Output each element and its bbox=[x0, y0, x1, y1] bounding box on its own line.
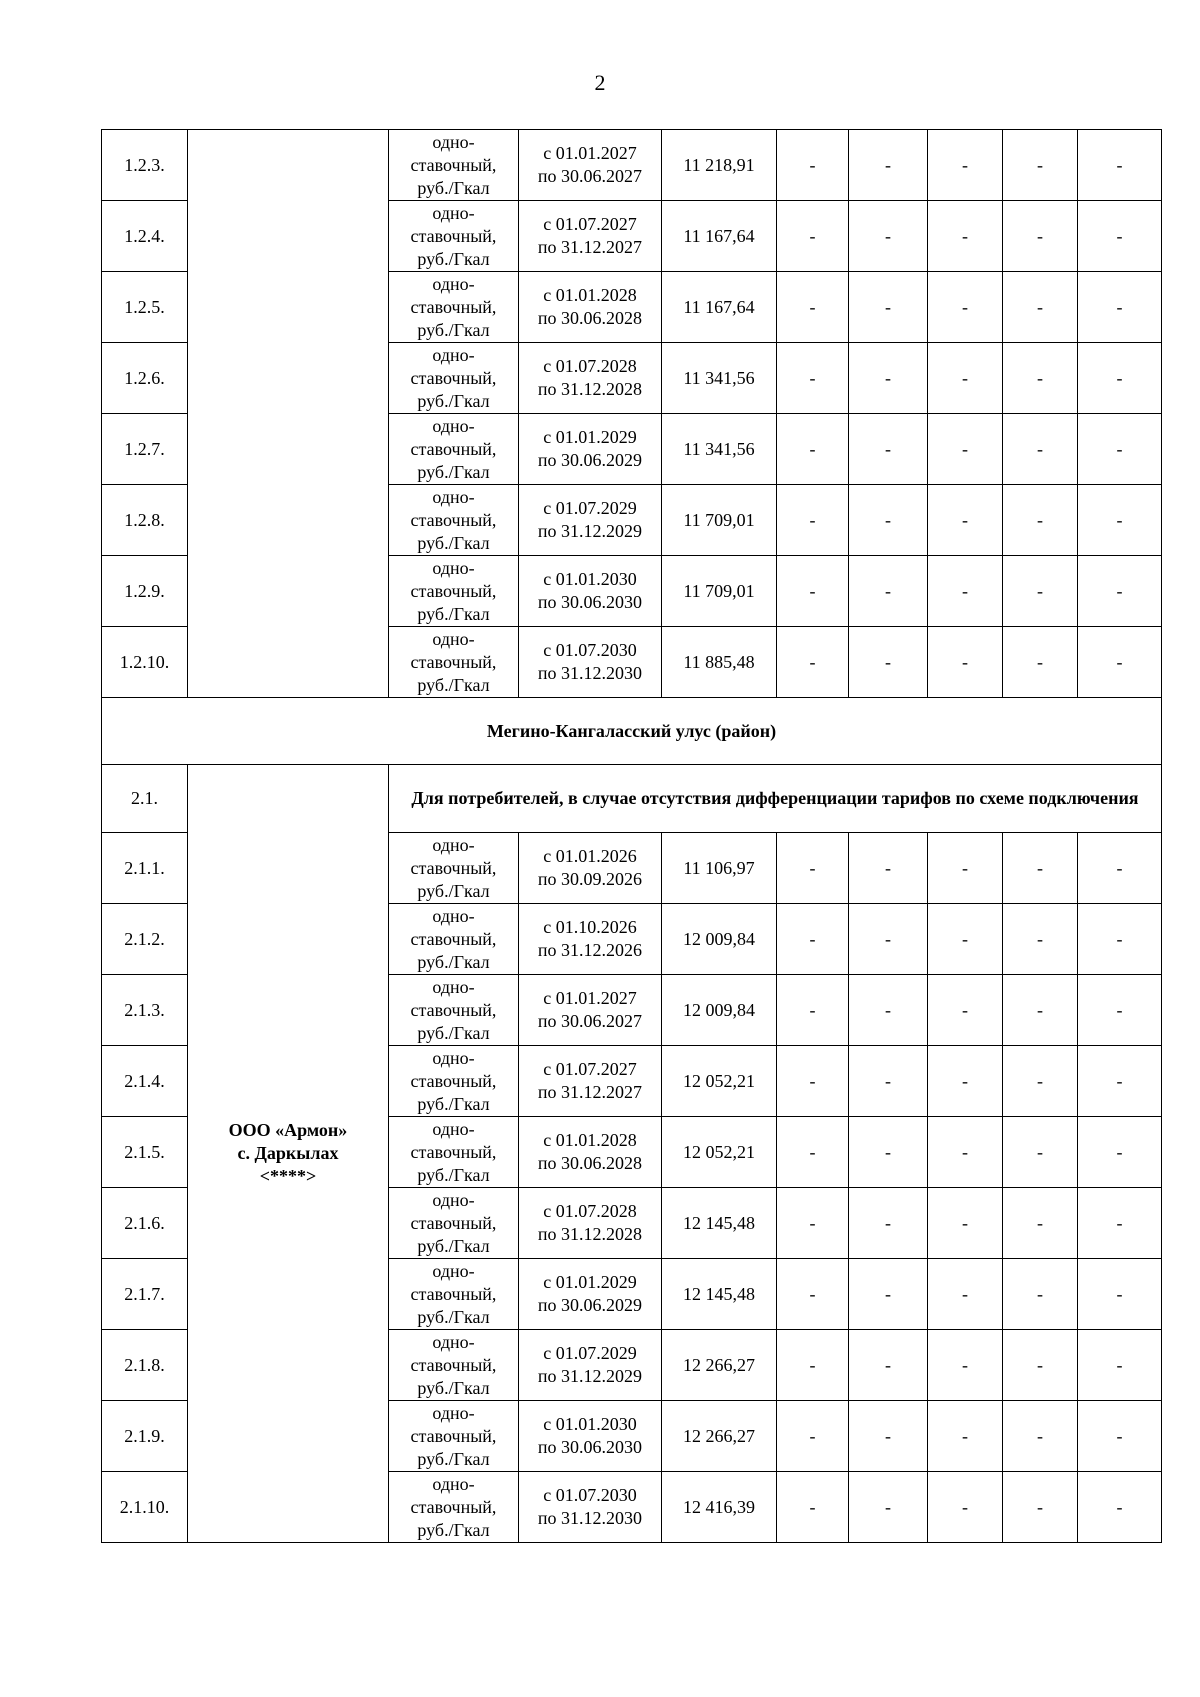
tariff-unit-cell: одно- ставочный, руб./Гкал bbox=[389, 1401, 519, 1472]
empty-value-cell: - bbox=[1078, 1401, 1162, 1472]
empty-value-cell: - bbox=[849, 556, 928, 627]
row-number-cell: 2.1.2. bbox=[102, 904, 188, 975]
empty-value-cell: - bbox=[1003, 1330, 1078, 1401]
row-number-cell: 2.1.7. bbox=[102, 1259, 188, 1330]
empty-value-cell: - bbox=[928, 130, 1003, 201]
empty-value-cell: - bbox=[1003, 627, 1078, 698]
tariff-table bbox=[101, 129, 1162, 1543]
tariff-table-body bbox=[102, 130, 1162, 1543]
tariff-unit-cell: одно- ставочный, руб./Гкал bbox=[389, 1188, 519, 1259]
tariff-period-cell: с 01.01.2030 по 30.06.2030 bbox=[519, 1401, 662, 1472]
row-number-cell: 1.2.9. bbox=[102, 556, 188, 627]
tariff-period-cell: с 01.10.2026 по 31.12.2026 bbox=[519, 904, 662, 975]
tariff-unit-cell: одно- ставочный, руб./Гкал bbox=[389, 556, 519, 627]
empty-value-cell: - bbox=[928, 1330, 1003, 1401]
empty-value-cell: - bbox=[1078, 627, 1162, 698]
row-number-cell: 2.1. bbox=[102, 765, 188, 833]
tariff-value-cell: 11 709,01 bbox=[662, 485, 777, 556]
empty-value-cell: - bbox=[1078, 1259, 1162, 1330]
empty-value-cell: - bbox=[849, 1188, 928, 1259]
tariff-value-cell: 12 052,21 bbox=[662, 1046, 777, 1117]
empty-value-cell: - bbox=[849, 1259, 928, 1330]
empty-value-cell: - bbox=[1078, 1046, 1162, 1117]
empty-value-cell: - bbox=[1003, 1188, 1078, 1259]
tariff-unit-cell: одно- ставочный, руб./Гкал bbox=[389, 1472, 519, 1543]
empty-value-cell: - bbox=[1003, 833, 1078, 904]
row-number-cell: 1.2.6. bbox=[102, 343, 188, 414]
empty-value-cell: - bbox=[849, 343, 928, 414]
tariff-unit-cell: одно- ставочный, руб./Гкал bbox=[389, 975, 519, 1046]
tariff-unit-cell: одно- ставочный, руб./Гкал bbox=[389, 1046, 519, 1117]
row-number-cell: 2.1.4. bbox=[102, 1046, 188, 1117]
empty-value-cell: - bbox=[849, 201, 928, 272]
empty-value-cell: - bbox=[849, 1117, 928, 1188]
empty-value-cell: - bbox=[928, 904, 1003, 975]
tariff-unit-cell: одно- ставочный, руб./Гкал bbox=[389, 414, 519, 485]
empty-value-cell: - bbox=[1078, 1330, 1162, 1401]
empty-value-cell: - bbox=[928, 272, 1003, 343]
empty-value-cell: - bbox=[1003, 1472, 1078, 1543]
tariff-period-cell: с 01.07.2029 по 31.12.2029 bbox=[519, 485, 662, 556]
empty-value-cell: - bbox=[928, 1259, 1003, 1330]
empty-value-cell: - bbox=[849, 975, 928, 1046]
empty-value-cell: - bbox=[777, 627, 849, 698]
empty-value-cell: - bbox=[1078, 130, 1162, 201]
empty-value-cell: - bbox=[849, 1330, 928, 1401]
empty-value-cell: - bbox=[849, 1472, 928, 1543]
empty-value-cell: - bbox=[928, 833, 1003, 904]
row-number-cell: 2.1.3. bbox=[102, 975, 188, 1046]
empty-value-cell: - bbox=[777, 1117, 849, 1188]
empty-value-cell: - bbox=[777, 1188, 849, 1259]
empty-value-cell: - bbox=[1078, 833, 1162, 904]
tariff-period-cell: с 01.07.2028 по 31.12.2028 bbox=[519, 343, 662, 414]
tariff-unit-cell: одно- ставочный, руб./Гкал bbox=[389, 627, 519, 698]
row-number-cell: 2.1.8. bbox=[102, 1330, 188, 1401]
empty-value-cell: - bbox=[928, 1046, 1003, 1117]
empty-value-cell: - bbox=[777, 1401, 849, 1472]
empty-value-cell: - bbox=[1003, 272, 1078, 343]
region-title: Мегино-Кангаласский улус (район) bbox=[102, 698, 1162, 765]
empty-value-cell: - bbox=[849, 485, 928, 556]
empty-value-cell: - bbox=[1003, 485, 1078, 556]
empty-value-cell: - bbox=[928, 201, 1003, 272]
tariff-unit-cell: одно- ставочный, руб./Гкал bbox=[389, 130, 519, 201]
tariff-period-cell: с 01.01.2027 по 30.06.2027 bbox=[519, 975, 662, 1046]
empty-value-cell: - bbox=[777, 833, 849, 904]
empty-value-cell: - bbox=[1003, 1259, 1078, 1330]
tariff-value-cell: 11 341,56 bbox=[662, 414, 777, 485]
empty-value-cell: - bbox=[928, 556, 1003, 627]
tariff-period-cell: с 01.07.2027 по 31.12.2027 bbox=[519, 201, 662, 272]
table-row bbox=[102, 130, 1162, 201]
empty-value-cell: - bbox=[777, 1046, 849, 1117]
empty-value-cell: - bbox=[1003, 343, 1078, 414]
empty-value-cell: - bbox=[1078, 556, 1162, 627]
empty-value-cell: - bbox=[1003, 556, 1078, 627]
empty-value-cell: - bbox=[928, 975, 1003, 1046]
empty-value-cell: - bbox=[928, 1401, 1003, 1472]
empty-value-cell: - bbox=[928, 1188, 1003, 1259]
empty-value-cell: - bbox=[1078, 414, 1162, 485]
empty-value-cell: - bbox=[1078, 904, 1162, 975]
tariff-period-cell: с 01.01.2026 по 30.09.2026 bbox=[519, 833, 662, 904]
tariff-value-cell: 12 416,39 bbox=[662, 1472, 777, 1543]
empty-value-cell: - bbox=[1003, 130, 1078, 201]
empty-value-cell: - bbox=[1078, 975, 1162, 1046]
tariff-value-cell: 12 009,84 bbox=[662, 975, 777, 1046]
empty-value-cell: - bbox=[928, 414, 1003, 485]
row-number-cell: 1.2.5. bbox=[102, 272, 188, 343]
row-number-cell: 1.2.3. bbox=[102, 130, 188, 201]
empty-value-cell: - bbox=[928, 485, 1003, 556]
tariff-unit-cell: одно- ставочный, руб./Гкал bbox=[389, 201, 519, 272]
row-number-cell: 1.2.4. bbox=[102, 201, 188, 272]
row-number-cell: 2.1.10. bbox=[102, 1472, 188, 1543]
tariff-unit-cell: одно- ставочный, руб./Гкал bbox=[389, 904, 519, 975]
empty-value-cell: - bbox=[928, 1472, 1003, 1543]
tariff-period-cell: с 01.07.2028 по 31.12.2028 bbox=[519, 1188, 662, 1259]
empty-value-cell: - bbox=[777, 1472, 849, 1543]
empty-value-cell: - bbox=[1078, 1472, 1162, 1543]
organization-cell: ООО «Армон» с. Даркылах <****> bbox=[188, 765, 389, 1543]
tariff-period-cell: с 01.01.2027 по 30.06.2027 bbox=[519, 130, 662, 201]
organization-cell bbox=[188, 130, 389, 698]
empty-value-cell: - bbox=[1003, 201, 1078, 272]
row-number-cell: 2.1.5. bbox=[102, 1117, 188, 1188]
empty-value-cell: - bbox=[1003, 1117, 1078, 1188]
tariff-period-cell: с 01.07.2029 по 31.12.2029 bbox=[519, 1330, 662, 1401]
tariff-value-cell: 12 009,84 bbox=[662, 904, 777, 975]
tariff-value-cell: 12 145,48 bbox=[662, 1259, 777, 1330]
empty-value-cell: - bbox=[777, 1330, 849, 1401]
empty-value-cell: - bbox=[1078, 272, 1162, 343]
empty-value-cell: - bbox=[849, 904, 928, 975]
empty-value-cell: - bbox=[849, 130, 928, 201]
tariff-unit-cell: одно- ставочный, руб./Гкал bbox=[389, 1117, 519, 1188]
tariff-unit-cell: одно- ставочный, руб./Гкал bbox=[389, 1330, 519, 1401]
empty-value-cell: - bbox=[849, 1401, 928, 1472]
tariff-value-cell: 12 266,27 bbox=[662, 1330, 777, 1401]
tariff-period-cell: с 01.01.2028 по 30.06.2028 bbox=[519, 1117, 662, 1188]
empty-value-cell: - bbox=[849, 272, 928, 343]
tariff-period-cell: с 01.07.2030 по 31.12.2030 bbox=[519, 627, 662, 698]
tariff-period-cell: с 01.01.2028 по 30.06.2028 bbox=[519, 272, 662, 343]
tariff-value-cell: 11 106,97 bbox=[662, 833, 777, 904]
region-row bbox=[102, 698, 1162, 765]
tariff-period-cell: с 01.01.2029 по 30.06.2029 bbox=[519, 414, 662, 485]
tariff-value-cell: 11 167,64 bbox=[662, 272, 777, 343]
consumer-subheader: Для потребителей, в случае отсутствия дифференциации тарифов по схеме подключения bbox=[389, 765, 1162, 833]
row-number-cell: 2.1.9. bbox=[102, 1401, 188, 1472]
empty-value-cell: - bbox=[1078, 1188, 1162, 1259]
empty-value-cell: - bbox=[1078, 343, 1162, 414]
tariff-value-cell: 11 341,56 bbox=[662, 343, 777, 414]
tariff-period-cell: с 01.07.2027 по 31.12.2027 bbox=[519, 1046, 662, 1117]
empty-value-cell: - bbox=[1003, 1046, 1078, 1117]
row-number-cell: 1.2.7. bbox=[102, 414, 188, 485]
empty-value-cell: - bbox=[928, 627, 1003, 698]
empty-value-cell: - bbox=[928, 343, 1003, 414]
tariff-unit-cell: одно- ставочный, руб./Гкал bbox=[389, 272, 519, 343]
empty-value-cell: - bbox=[1003, 904, 1078, 975]
tariff-unit-cell: одно- ставочный, руб./Гкал bbox=[389, 833, 519, 904]
tariff-period-cell: с 01.07.2030 по 31.12.2030 bbox=[519, 1472, 662, 1543]
empty-value-cell: - bbox=[777, 556, 849, 627]
empty-value-cell: - bbox=[1003, 975, 1078, 1046]
empty-value-cell: - bbox=[849, 1046, 928, 1117]
empty-value-cell: - bbox=[849, 833, 928, 904]
tariff-value-cell: 12 266,27 bbox=[662, 1401, 777, 1472]
tariff-period-cell: с 01.01.2029 по 30.06.2029 bbox=[519, 1259, 662, 1330]
empty-value-cell: - bbox=[1078, 201, 1162, 272]
tariff-value-cell: 12 052,21 bbox=[662, 1117, 777, 1188]
empty-value-cell: - bbox=[1003, 414, 1078, 485]
empty-value-cell: - bbox=[777, 904, 849, 975]
empty-value-cell: - bbox=[777, 485, 849, 556]
row-number-cell: 1.2.8. bbox=[102, 485, 188, 556]
tariff-unit-cell: одно- ставочный, руб./Гкал bbox=[389, 343, 519, 414]
tariff-value-cell: 11 885,48 bbox=[662, 627, 777, 698]
tariff-period-cell: с 01.01.2030 по 30.06.2030 bbox=[519, 556, 662, 627]
empty-value-cell: - bbox=[777, 343, 849, 414]
empty-value-cell: - bbox=[777, 975, 849, 1046]
empty-value-cell: - bbox=[777, 414, 849, 485]
row-number-cell: 1.2.10. bbox=[102, 627, 188, 698]
empty-value-cell: - bbox=[777, 130, 849, 201]
empty-value-cell: - bbox=[928, 1117, 1003, 1188]
empty-value-cell: - bbox=[1078, 1117, 1162, 1188]
empty-value-cell: - bbox=[777, 272, 849, 343]
empty-value-cell: - bbox=[849, 414, 928, 485]
empty-value-cell: - bbox=[777, 201, 849, 272]
row-number-cell: 2.1.6. bbox=[102, 1188, 188, 1259]
empty-value-cell: - bbox=[1003, 1401, 1078, 1472]
tariff-value-cell: 11 709,01 bbox=[662, 556, 777, 627]
tariff-value-cell: 12 145,48 bbox=[662, 1188, 777, 1259]
page-number: 2 bbox=[594, 70, 606, 95]
row-number-cell: 2.1.1. bbox=[102, 833, 188, 904]
tariff-value-cell: 11 167,64 bbox=[662, 201, 777, 272]
tariff-value-cell: 11 218,91 bbox=[662, 130, 777, 201]
empty-value-cell: - bbox=[849, 627, 928, 698]
tariff-unit-cell: одно- ставочный, руб./Гкал bbox=[389, 1259, 519, 1330]
subheader-row bbox=[102, 765, 1162, 833]
empty-value-cell: - bbox=[1078, 485, 1162, 556]
tariff-unit-cell: одно- ставочный, руб./Гкал bbox=[389, 485, 519, 556]
empty-value-cell: - bbox=[777, 1259, 849, 1330]
